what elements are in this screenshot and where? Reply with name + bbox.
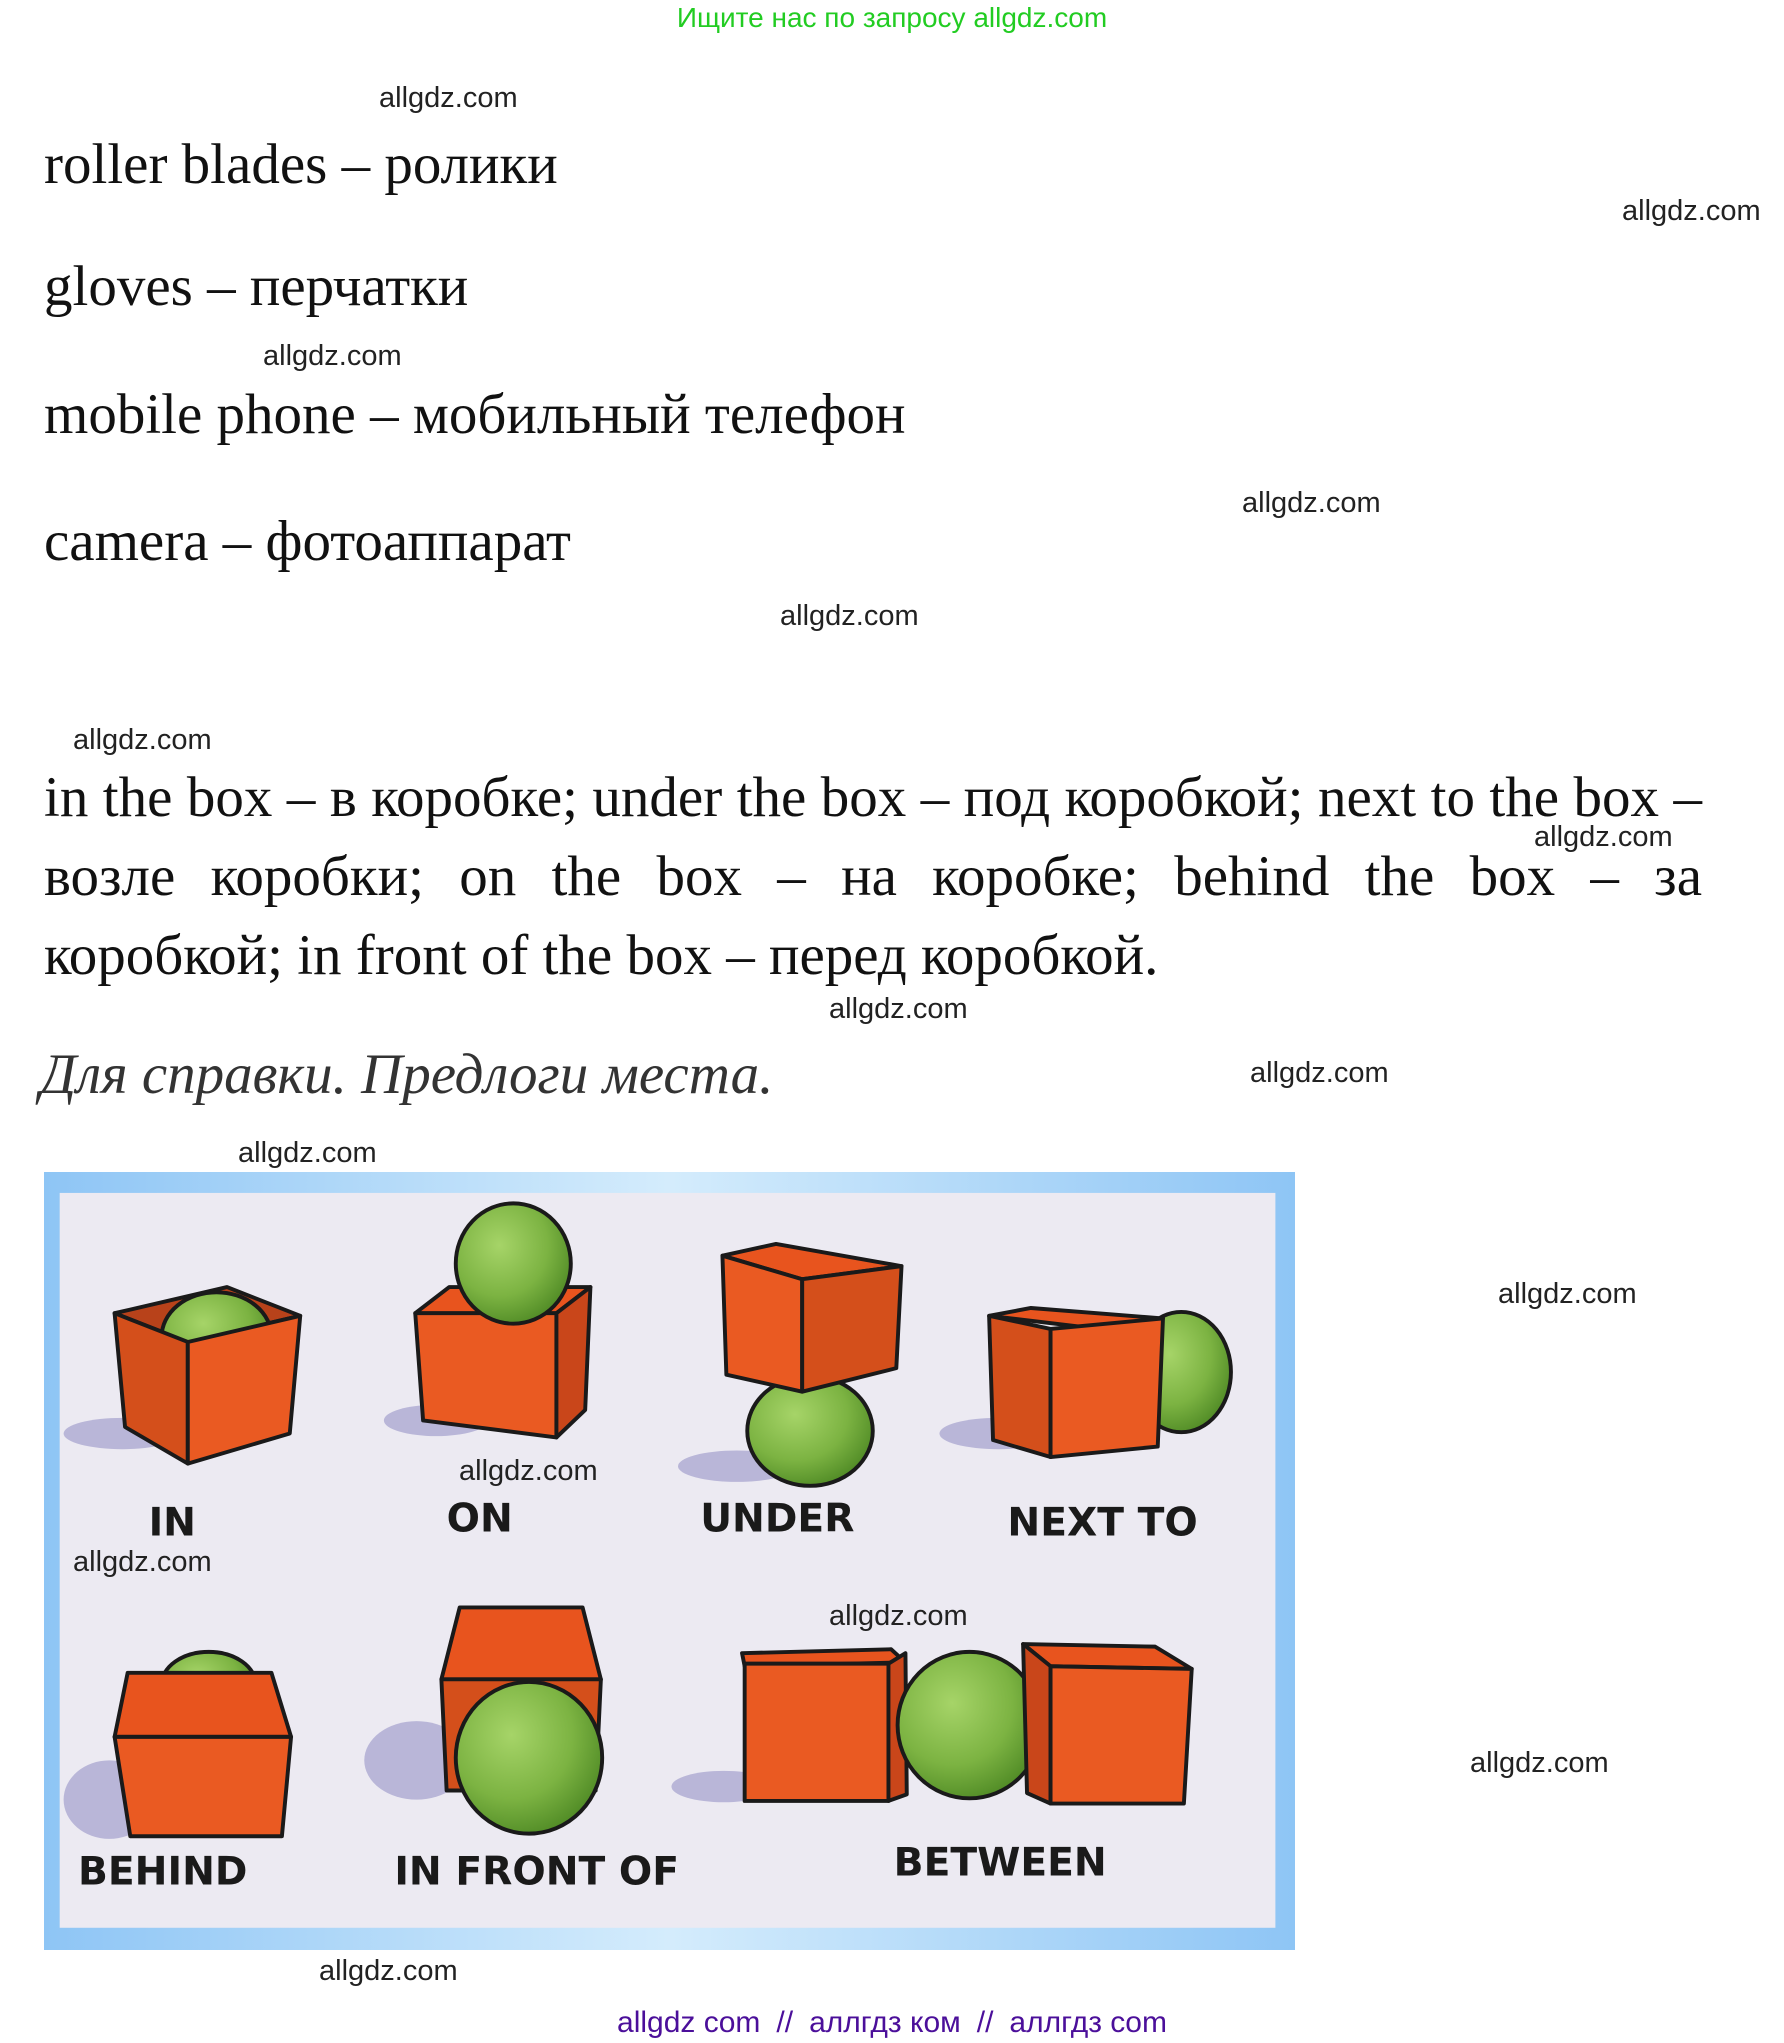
scene-in-front-of bbox=[441, 1607, 602, 1833]
prepositions-paragraph: in the box – в коробке; under the box – под коробкой; next to the box – возле коробки; on the box – на коробке; behind the box – за коробкой; in front of the box – перед коробкой. bbox=[44, 766, 1702, 987]
label-under: UNDER bbox=[700, 1496, 855, 1542]
scene-between bbox=[742, 1644, 1192, 1804]
watermark: allgdz.com bbox=[238, 1137, 377, 1169]
watermark: allgdz.com bbox=[1534, 821, 1673, 853]
footer-separator: // bbox=[776, 2006, 794, 2039]
reference-heading: Для справки. Предлоги места. bbox=[40, 1043, 774, 1106]
watermark: allgdz.com bbox=[73, 1546, 212, 1578]
dash: – bbox=[192, 255, 250, 318]
term-en: roller blades bbox=[44, 133, 328, 196]
dash: – bbox=[355, 383, 413, 446]
watermark: allgdz.com bbox=[379, 82, 518, 114]
dash: – bbox=[327, 133, 385, 196]
prepositions-illustration bbox=[44, 1172, 1295, 1950]
watermark: allgdz.com bbox=[780, 600, 919, 632]
watermark: allgdz.com bbox=[1250, 1057, 1389, 1089]
watermark: allgdz.com bbox=[1498, 1278, 1637, 1310]
search-promo-header[interactable]: Ищите нас по запросу allgdz.com bbox=[676, 2, 1108, 33]
term-ru: ролики bbox=[384, 133, 558, 196]
label-between: BETWEEN bbox=[893, 1840, 1107, 1886]
term-ru: фотоаппарат bbox=[265, 510, 571, 573]
term-ru: мобильный телефон bbox=[412, 383, 906, 446]
term-gloves bbox=[44, 254, 468, 320]
label-on: ON bbox=[446, 1496, 513, 1542]
label-in-front-of: IN FRONT OF bbox=[394, 1849, 680, 1895]
watermark: allgdz.com bbox=[1242, 487, 1381, 519]
term-en: gloves bbox=[44, 255, 193, 318]
footer-separator: // bbox=[976, 2006, 994, 2039]
label-behind: BEHIND bbox=[77, 1849, 248, 1895]
watermark: allgdz.com bbox=[1470, 1747, 1609, 1779]
term-ru: перчатки bbox=[249, 255, 469, 318]
footer-link[interactable]: аллгдз ком bbox=[809, 2006, 961, 2039]
footer-links bbox=[0, 2006, 1784, 2040]
term-camera bbox=[44, 509, 571, 575]
label-next-to: NEXT TO bbox=[1007, 1500, 1198, 1546]
dash: – bbox=[208, 510, 266, 573]
term-en: mobile phone bbox=[44, 383, 356, 446]
watermark: allgdz.com bbox=[263, 340, 402, 372]
term-roller-blades bbox=[44, 132, 558, 198]
scene-behind bbox=[115, 1652, 291, 1836]
watermark: allgdz.com bbox=[73, 724, 212, 756]
watermark: allgdz.com bbox=[459, 1455, 598, 1487]
footer-link[interactable]: аллгдз com bbox=[1009, 2006, 1167, 2039]
watermark: allgdz.com bbox=[1622, 195, 1761, 227]
watermark: allgdz.com bbox=[319, 1955, 458, 1987]
watermark: allgdz.com bbox=[829, 1600, 968, 1632]
footer-link[interactable]: allgdz com bbox=[617, 2006, 761, 2039]
scene-in bbox=[115, 1287, 301, 1464]
label-in: IN bbox=[148, 1500, 196, 1546]
term-mobile-phone bbox=[44, 382, 906, 448]
term-en: camera bbox=[44, 510, 209, 573]
watermark: allgdz.com bbox=[829, 993, 968, 1025]
